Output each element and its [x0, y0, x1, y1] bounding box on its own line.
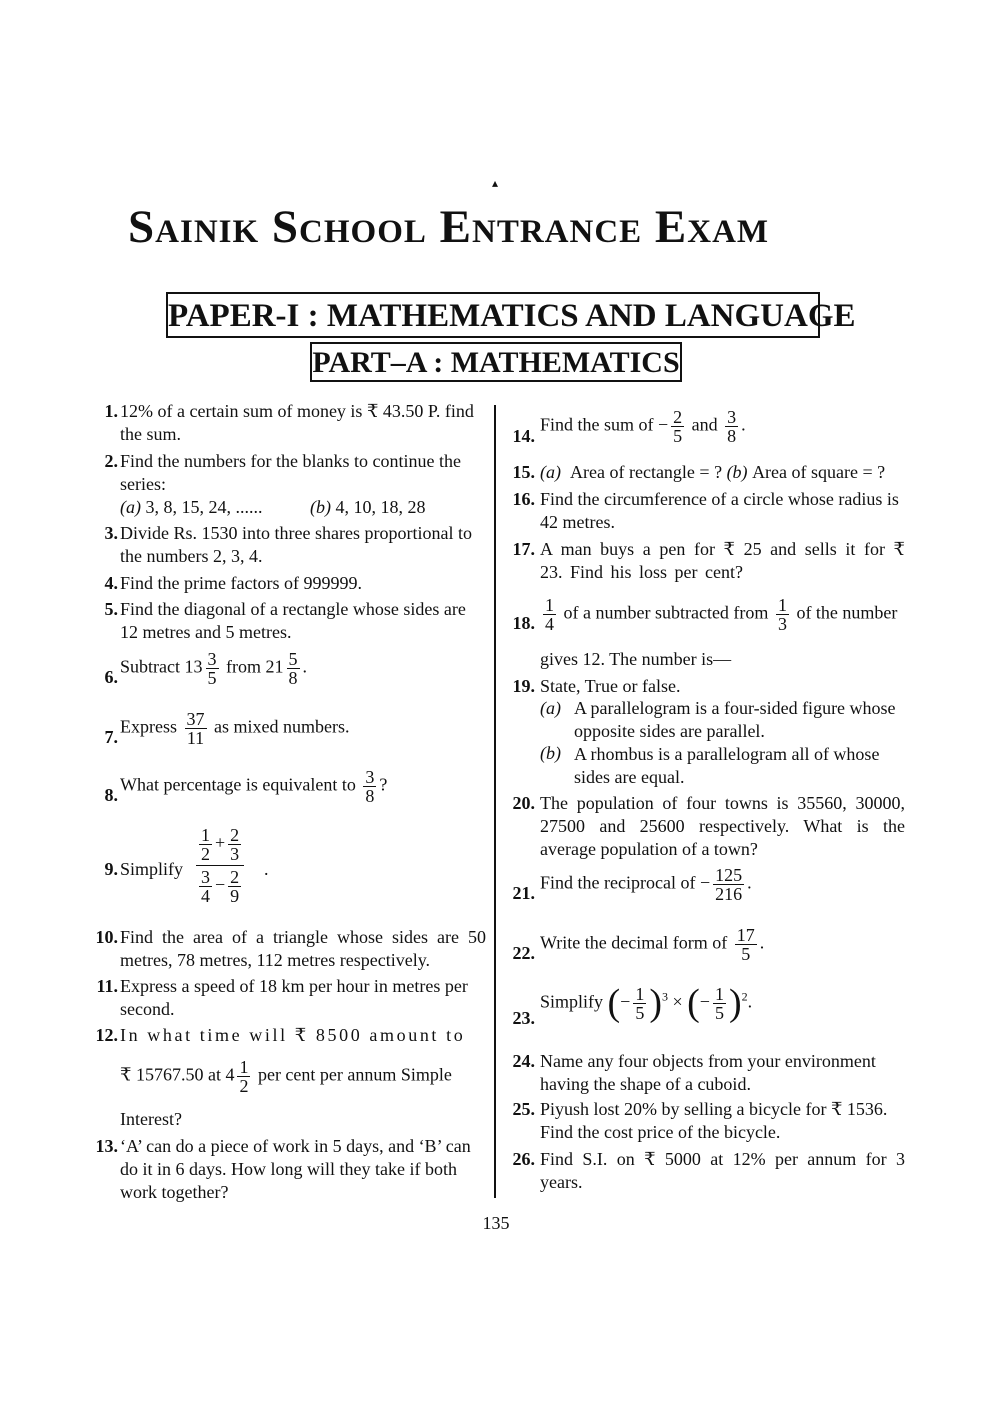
fraction: $\frac{1}{3}$: [777, 595, 787, 634]
fraction: $\frac{5}{8}$: [288, 649, 298, 688]
fraction: $\frac{17}{5}$: [736, 925, 755, 964]
question-text: Find the diagonal of a rectangle whose sides are 12 metres and 5 metres.: [120, 599, 466, 642]
question-text: A man buys a pen for ₹ 25 and sells it for ₹ 23. Find his loss per cent?: [540, 539, 905, 582]
fraction: $\frac{2}{5}$: [673, 407, 683, 446]
question-text: Express a speed of 18 km per hour in metres per second.: [120, 976, 468, 1019]
question-text: ‘A’ can do a piece of work in 5 days, and ‘B’ can do it in 6 days. How long will they take if both work together?: [120, 1136, 471, 1202]
part-heading: PART–A : MATHEMATICS: [310, 342, 682, 382]
fraction: $\frac{3}{8}$: [727, 407, 737, 446]
column-divider: [494, 405, 496, 1198]
page-title: Sainik School Entrance Exam: [128, 201, 770, 253]
question-9: 9. Simplify $\frac{1}{2}$ + $\frac{2}{3}$ $\frac{3}{4}$ − $\frac{2}{9}$ .: [104, 825, 269, 906]
fraction: $\frac{37}{11}$: [186, 709, 205, 748]
question-text: Find the numbers for the blanks to continue the series:: [120, 451, 461, 494]
question-12: 12. In what time will ₹ 8500 amount to ₹ 15767.50 at 4 $\frac{1}{2}$ per cent per annum Simple Interest?: [95, 1025, 466, 1129]
fraction: $\frac{3}{8}$: [365, 767, 375, 806]
fraction: $\frac{3}{5}$: [207, 649, 217, 688]
fraction: $\frac{125}{216}$: [715, 865, 743, 904]
question-options: (a) 3, 8, 15, 24, ...... (b) 4, 10, 18, 28: [120, 497, 426, 517]
question-text: Name any four objects from your environment having the shape of a cuboid.: [540, 1051, 876, 1094]
question-text: Piyush lost 20% by selling a bicycle for ₹ 1536. Find the cost price of the bicycle.: [540, 1099, 888, 1142]
fraction: $\frac{1}{5}$: [714, 984, 724, 1023]
question-text: Divide Rs. 1530 into three shares proportional to the numbers 2, 3, 4.: [120, 523, 472, 566]
question-text: 12% of a certain sum of money is ₹ 43.50 P. find the sum.: [120, 401, 474, 444]
page-number: 135: [482, 1213, 510, 1233]
question-text: The population of four towns is 35560, 30000, 27500 and 25600 respectively. What is the average population of a town?: [540, 793, 905, 859]
fraction: $\frac{1}{2}$: [239, 1057, 249, 1096]
question-6: 6. Subtract 13 $\frac{3}{5}$ from 21 $\frac{5}{8}$ .: [104, 649, 307, 688]
fraction: $\frac{1}{5}$: [635, 984, 645, 1023]
complex-fraction: $\frac{1}{2}$ + $\frac{2}{3}$ $\frac{3}{4}$ − $\frac{2}{9}$: [196, 826, 244, 905]
question-text: Find the area of a triangle whose sides are 50 metres, 78 metres, 112 metres respectively.: [120, 927, 486, 970]
question-18: 18. $\frac{1}{4}$ of a number subtracted from $\frac{1}{3}$ of the number gives 12. The number is—: [512, 595, 898, 669]
question-text: Find the circumference of a circle whose radius is 42 metres.: [540, 489, 899, 532]
scan-mark: ▴: [492, 176, 499, 190]
question-text: Find the prime factors of 999999.: [120, 573, 362, 593]
paper-heading: PAPER-I : MATHEMATICS AND LANGUAGE: [166, 292, 820, 338]
question-text: Find S.I. on ₹ 5000 at 12% per annum for 3 years.: [540, 1149, 905, 1192]
fraction: $\frac{1}{4}$: [545, 595, 554, 634]
